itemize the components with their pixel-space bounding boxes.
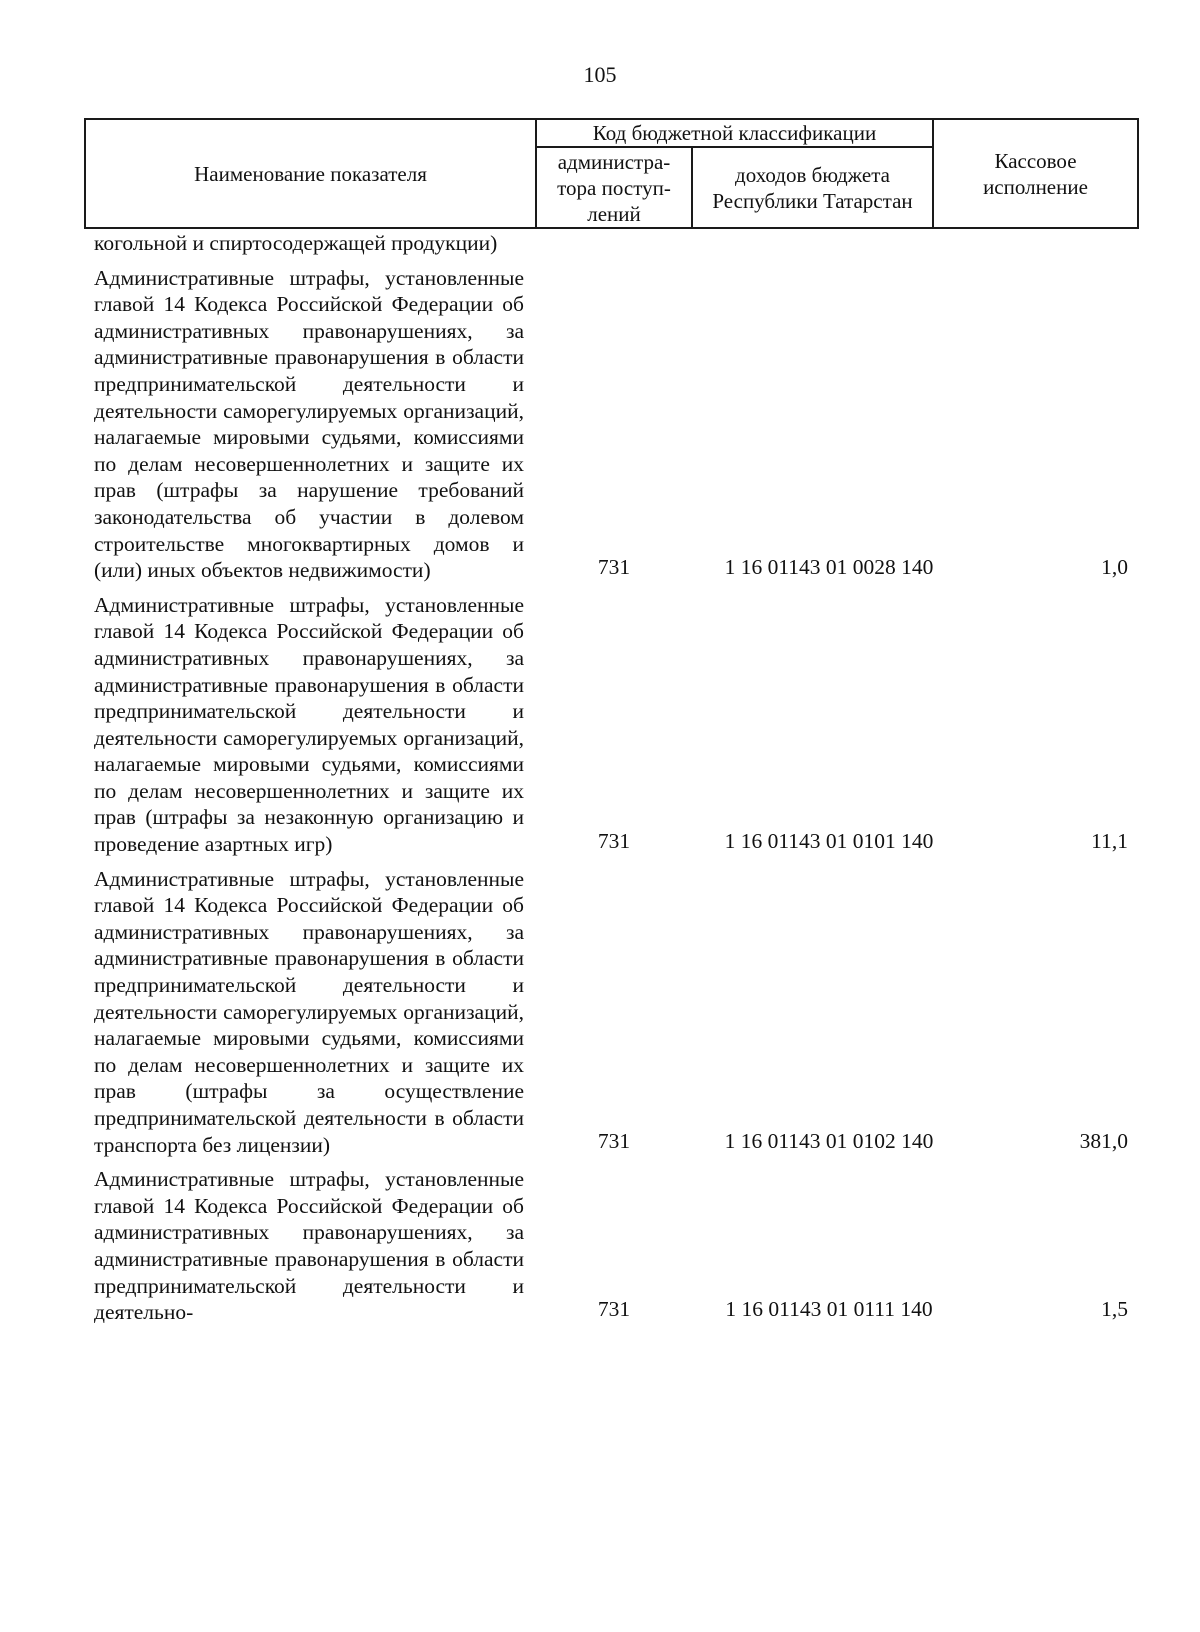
row-name: Административные штрафы, установленные главой 14 Кодекса Российской Федерации об административных правонарушениях, за административные правонарушения в области предпринимательской деятельности и деятельности саморегулируемых организаций, налагаемые мировыми судьями, комиссиями по делам несовершеннолетних и защите их прав (штрафы за нарушение требований законодательства об участии в долевом строительстве многоквартирных домов и (или) иных объектов недвижимости) [94, 265, 524, 583]
row-name: Административные штрафы, установленные главой 14 Кодекса Российской Федерации об административных правонарушениях, за административные правонарушения в области предпринимательской деятельности и деятельности саморегулируемых организаций, налагаемые мировыми судьями, комиссиями по делам несовершеннолетних и защите их прав (штрафы за осуществление предпринимательской деятельности в области транспорта без лицензии) [94, 866, 524, 1157]
table-row [0, 866, 1200, 1161]
header-name-column: Наименование показателя [194, 161, 427, 186]
header-income-column: доходов бюджета Республики Татарстан [712, 162, 913, 213]
row-admin-code: 731 [597, 554, 631, 579]
row-amount: 11,1 [1091, 828, 1128, 853]
row-income-code: 1 16 01143 01 0111 140 [725, 1296, 933, 1321]
row-name: Административные штрафы, установленные главой 14 Кодекса Российской Федерации об административных правонарушениях, за административные правонарушения в области предпринимательской деятельности и деятельно- [94, 1167, 524, 1325]
table-row [0, 230, 1200, 259]
header-amount-column: Кассовое исполнение [983, 148, 1088, 199]
table-row [0, 265, 1200, 586]
row-admin-code: 731 [597, 1296, 631, 1321]
row-name: Административные штрафы, установленные главой 14 Кодекса Российской Федерации об административных правонарушениях, за административные правонарушения в области предпринимательской деятельности и деятельности саморегулируемых организаций, налагаемые мировыми судьями, комиссиями по делам несовершеннолетних и защите их прав (штрафы за незаконную организацию и проведение азартных игр) [94, 592, 524, 857]
row-amount: 1,0 [1101, 554, 1128, 579]
row-name: когольной и спиртосодержащей продукции) [94, 231, 498, 255]
row-admin-code: 731 [597, 1129, 631, 1154]
table-header [84, 118, 1139, 229]
page-number: 105 [583, 62, 617, 87]
table-body [0, 230, 1200, 1328]
table-row [0, 592, 1200, 860]
row-income-code: 1 16 01143 01 0101 140 [724, 828, 934, 853]
header-admin-column: администра-тора поступ-лений [557, 149, 671, 226]
row-admin-code: 731 [597, 828, 631, 853]
row-income-code: 1 16 01143 01 0028 140 [724, 554, 934, 579]
row-amount: 381,0 [1079, 1129, 1128, 1154]
row-income-code: 1 16 01143 01 0102 140 [724, 1129, 934, 1154]
row-amount: 1,5 [1101, 1296, 1128, 1321]
table-row [0, 1166, 1200, 1328]
header-code-group: Код бюджетной классификации [592, 121, 877, 145]
